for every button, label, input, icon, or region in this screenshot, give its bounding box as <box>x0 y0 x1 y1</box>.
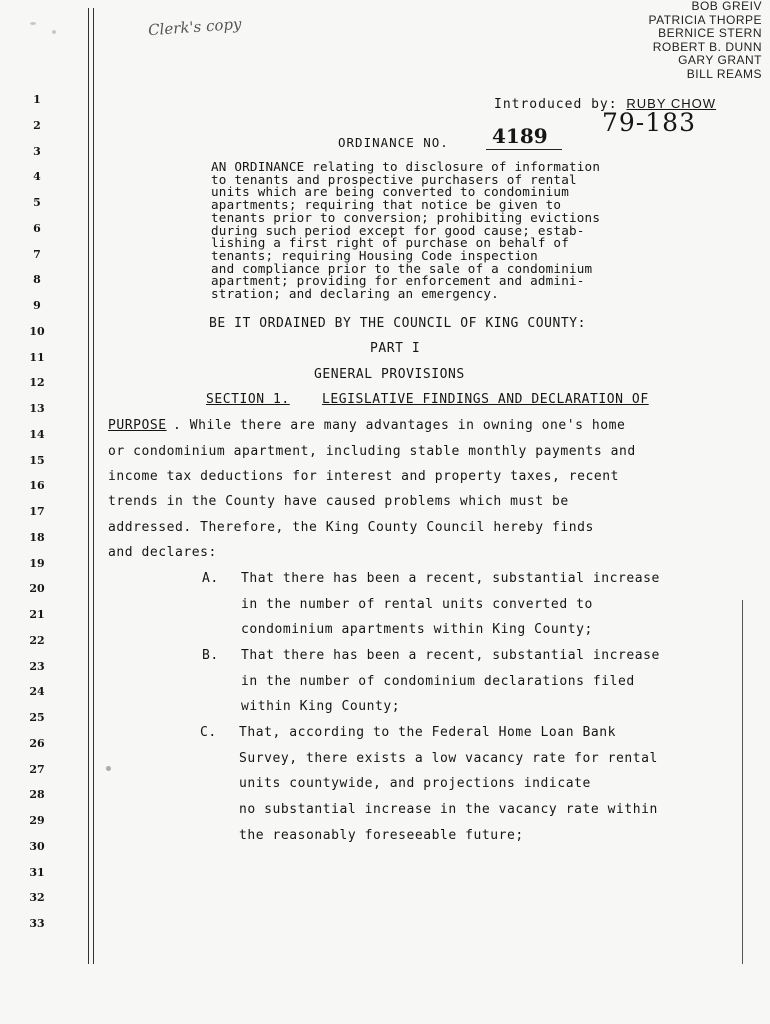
body-line: addressed. Therefore, the King County Council hereby finds <box>108 520 594 535</box>
clerk-copy-note: Clerk's copy <box>147 14 243 40</box>
introduced-label: Introduced by: <box>494 97 618 112</box>
line-number: 15 <box>29 453 45 467</box>
line-number: 7 <box>33 247 41 261</box>
sponsor-name: BILL REAMS <box>686 66 762 81</box>
body-line: or condominium apartment, including stable monthly payments and <box>108 444 636 459</box>
finding-line: That, according to the Federal Home Loan Bank <box>239 725 616 740</box>
line-number: 12 <box>29 376 45 390</box>
finding-line: units countywide, and projections indicate <box>239 776 591 791</box>
scan-speck <box>106 766 111 771</box>
line-number: 8 <box>33 273 41 287</box>
line-number: 28 <box>29 788 45 802</box>
finding-line: condominium apartments within King County; <box>241 622 593 637</box>
finding-line: no substantial increase in the vacancy rate within <box>239 802 658 817</box>
section-title: LEGISLATIVE FINDINGS AND DECLARATION OF <box>322 392 649 407</box>
line-number: 6 <box>33 221 41 235</box>
section-title-continued: PURPOSE <box>108 418 167 433</box>
line-number: 21 <box>29 608 45 621</box>
line-number: 4 <box>33 170 41 184</box>
line-number: 26 <box>29 736 45 750</box>
stamp-number: 79-183 <box>602 108 696 137</box>
section-label: SECTION 1. <box>206 392 290 407</box>
body-line: . While there are many advantages in owning one's home <box>173 418 626 433</box>
sponsor-list <box>648 0 762 81</box>
finding-line: within King County; <box>241 699 401 714</box>
line-number: 3 <box>33 144 41 158</box>
finding-letter: C. <box>200 725 217 740</box>
body-line: income tax deductions for interest and property taxes, recent <box>108 469 619 484</box>
part-heading: PART I <box>370 341 421 356</box>
line-number: 17 <box>29 505 45 518</box>
enacting-clause: BE IT ORDAINED BY THE COUNCIL OF KING COUNTY: <box>209 316 586 331</box>
sponsor-name: BERNICE STERN <box>658 26 762 40</box>
line-number: 13 <box>29 402 45 415</box>
left-margin-rule <box>88 8 89 964</box>
finding-line: That there has been a recent, substantial increase <box>241 571 660 586</box>
finding-line: in the number of rental units converted to <box>241 597 593 612</box>
sponsor-name: ROBERT B. DUNN <box>652 39 762 54</box>
sponsor-name: GARY GRANT <box>678 53 762 67</box>
line-number: 29 <box>29 814 45 827</box>
scan-speck <box>30 22 36 25</box>
finding-line: That there has been a recent, substantial increase <box>241 648 660 663</box>
line-number: 22 <box>29 633 45 647</box>
introduced-name: RUBY CHOW <box>626 96 717 111</box>
line-number: 2 <box>33 118 41 132</box>
sponsor-name: PATRICIA THORPE <box>648 12 762 27</box>
line-number: 23 <box>29 659 45 673</box>
line-number: 24 <box>29 685 45 699</box>
line-number: 32 <box>29 891 45 905</box>
left-margin-rule-inner <box>93 8 94 964</box>
line-number: 16 <box>29 479 45 493</box>
line-number: 19 <box>29 556 45 570</box>
ordinance-title: AN ORDINANCE relating to disclosure of information to tenants and prospective purchasers of rental units which are being converted to condominium apartments; requiring that notice be given to tenants prior to conversion; prohibiting evictions during such period except for good cause; estab- lishing a first right of purchase on behalf of tenants; requiring Housing Code inspection and compliance prior to the sale of a condominium apartment; providing for enforcement and admini- stration; and declaring an emergency. <box>211 159 601 302</box>
part-title: GENERAL PROVISIONS <box>314 367 465 382</box>
line-number: 31 <box>29 865 45 879</box>
line-number: 20 <box>29 582 45 596</box>
line-number: 14 <box>29 427 45 441</box>
finding-line: Survey, there exists a low vacancy rate for rental <box>239 751 658 766</box>
line-number: 33 <box>29 917 45 930</box>
line-number: 27 <box>29 762 45 776</box>
line-number: 25 <box>29 711 45 724</box>
body-line: and declares: <box>108 545 217 560</box>
finding-line: in the number of condominium declarations filed <box>241 674 635 689</box>
line-number: 30 <box>29 839 45 853</box>
body-line: trends in the County have caused problems which must be <box>108 494 569 509</box>
line-number: 10 <box>29 324 45 338</box>
finding-line: the reasonably foreseeable future; <box>239 828 524 843</box>
line-number: 11 <box>29 350 45 364</box>
line-number: 9 <box>33 299 41 312</box>
sponsor-name: BOB GREIV <box>691 0 762 13</box>
right-margin-rule <box>742 600 743 964</box>
line-number: 18 <box>29 530 45 544</box>
finding-letter: A. <box>202 571 219 586</box>
line-number: 5 <box>33 196 41 209</box>
line-number: 1 <box>33 93 41 106</box>
scan-speck <box>52 30 56 34</box>
finding-letter: B. <box>202 648 219 663</box>
ordinance-number: 4189 <box>486 124 562 150</box>
ordinance-label: ORDINANCE NO. <box>338 135 449 150</box>
